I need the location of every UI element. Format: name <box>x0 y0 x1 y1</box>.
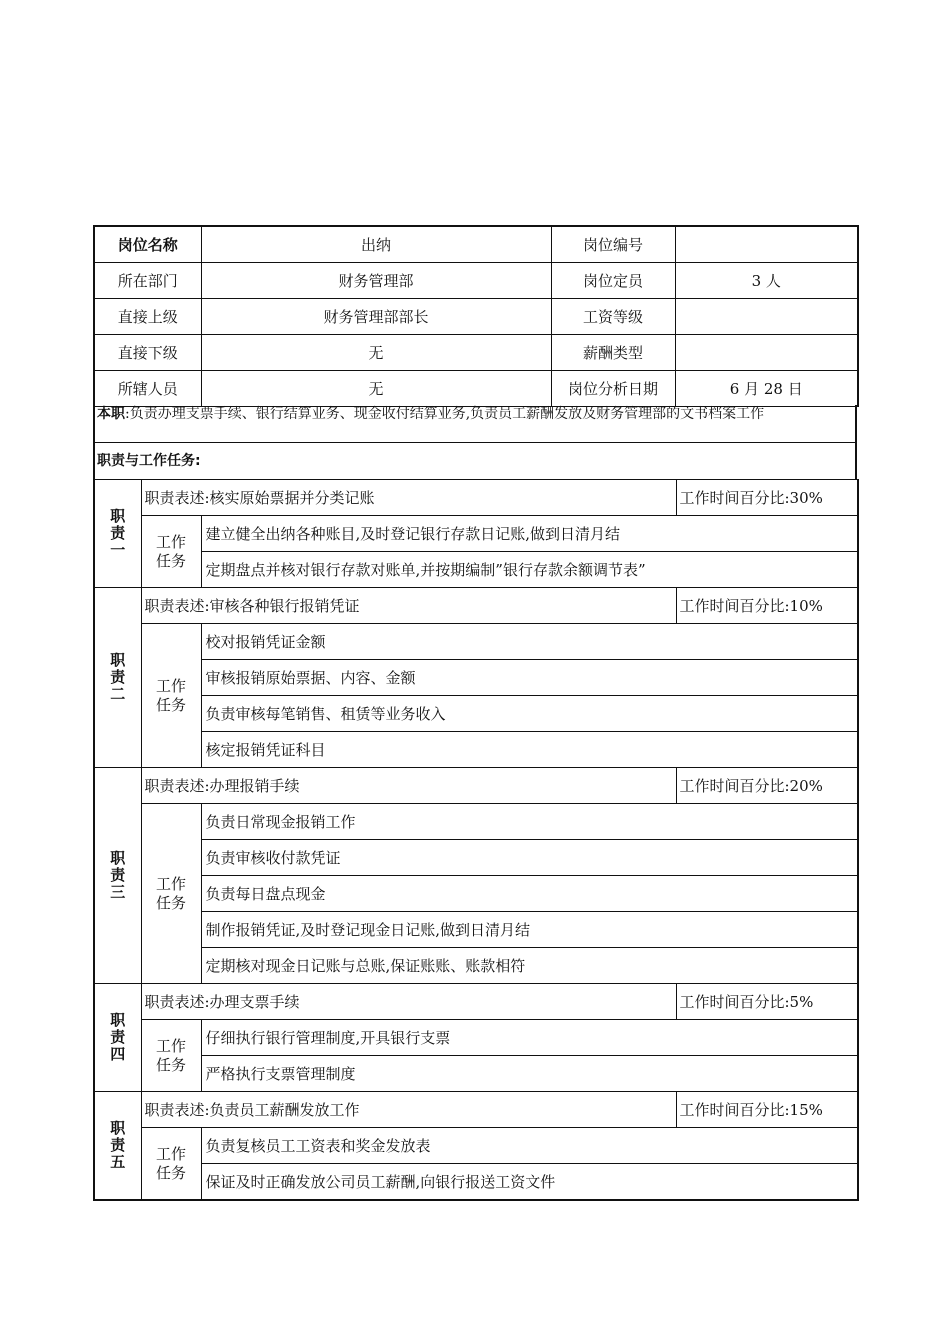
duty-label: 职责四 <box>94 984 141 1092</box>
info-label: 直接下级 <box>94 335 201 371</box>
task-item: 定期盘点并核对银行存款对账单,并按期编制”银行存款余额调节表” <box>201 552 858 588</box>
info-value <box>675 299 858 335</box>
work-task-label: 工作任务 <box>141 804 201 984</box>
info-value: 3 人 <box>675 263 858 299</box>
duty-time-percent: 工作时间百分比:10% <box>676 588 858 624</box>
job-summary <box>93 405 857 443</box>
duty-desc-row <box>94 768 858 804</box>
work-task-label: 工作任务 <box>141 1020 201 1092</box>
task-item: 严格执行支票管理制度 <box>201 1056 858 1092</box>
task-item: 负责每日盘点现金 <box>201 876 858 912</box>
work-task-label: 工作任务 <box>141 1128 201 1201</box>
task-row <box>94 876 858 912</box>
task-item: 负责日常现金报销工作 <box>201 804 858 840</box>
task-row <box>94 1020 858 1056</box>
duties-table <box>93 479 859 1201</box>
duty-description: 职责表述:审核各种银行报销凭证 <box>141 588 676 624</box>
info-row <box>94 299 858 335</box>
task-row <box>94 1128 858 1164</box>
job-summary-label: 本职 <box>97 406 125 422</box>
duty-label: 职责五 <box>94 1092 141 1201</box>
info-value <box>675 335 858 371</box>
duty-time-percent: 工作时间百分比:20% <box>676 768 858 804</box>
task-row <box>94 516 858 552</box>
duty-desc-row <box>94 588 858 624</box>
info-label: 所辖人员 <box>94 371 201 407</box>
task-item: 负责复核员工工资表和奖金发放表 <box>201 1128 858 1164</box>
task-item: 制作报销凭证,及时登记现金日记账,做到日清月结 <box>201 912 858 948</box>
task-row <box>94 732 858 768</box>
duty-label: 职责二 <box>94 588 141 768</box>
task-item: 定期核对现金日记账与总账,保证账账、账款相符 <box>201 948 858 984</box>
info-row <box>94 371 858 407</box>
duty-time-percent: 工作时间百分比:30% <box>676 480 858 516</box>
info-label: 直接上级 <box>94 299 201 335</box>
work-task-label: 工作任务 <box>141 516 201 588</box>
info-label: 工资等级 <box>551 299 675 335</box>
info-value: 出纳 <box>201 226 551 263</box>
work-task-label: 工作任务 <box>141 624 201 768</box>
duty-desc-row <box>94 480 858 516</box>
duty-description: 职责表述:办理报销手续 <box>141 768 676 804</box>
task-row <box>94 660 858 696</box>
task-row <box>94 1164 858 1201</box>
info-label: 岗位定员 <box>551 263 675 299</box>
info-value: 6 月 28 日 <box>675 371 858 407</box>
duty-description: 职责表述:负责员工薪酬发放工作 <box>141 1092 676 1128</box>
duty-description: 职责表述:核实原始票据并分类记账 <box>141 480 676 516</box>
info-label: 薪酬类型 <box>551 335 675 371</box>
task-item: 建立健全出纳各种账目,及时登记银行存款日记账,做到日清月结 <box>201 516 858 552</box>
task-row <box>94 912 858 948</box>
task-item: 审核报销原始票据、内容、金额 <box>201 660 858 696</box>
info-value: 无 <box>201 371 551 407</box>
job-summary-text: :负责办理支票手续、银行结算业务、现金收付结算业务,负责员工薪酬发放及财务管理部的文书档案工作 <box>125 406 765 422</box>
info-value: 财务管理部部长 <box>201 299 551 335</box>
task-item: 负责审核收付款凭证 <box>201 840 858 876</box>
task-item: 核定报销凭证科目 <box>201 732 858 768</box>
duty-label: 职责一 <box>94 480 141 588</box>
task-item: 负责审核每笔销售、租赁等业务收入 <box>201 696 858 732</box>
duty-description: 职责表述:办理支票手续 <box>141 984 676 1020</box>
info-label: 岗位分析日期 <box>551 371 675 407</box>
task-row <box>94 552 858 588</box>
duty-desc-row <box>94 984 858 1020</box>
task-row <box>94 840 858 876</box>
position-info-table <box>93 225 859 407</box>
duty-label: 职责三 <box>94 768 141 984</box>
info-row <box>94 263 858 299</box>
info-value <box>675 226 858 263</box>
task-item: 校对报销凭证金额 <box>201 624 858 660</box>
task-item: 保证及时正确发放公司员工薪酬,向银行报送工资文件 <box>201 1164 858 1201</box>
task-item: 仔细执行银行管理制度,开具银行支票 <box>201 1020 858 1056</box>
task-row <box>94 948 858 984</box>
duties-section-header: 职责与工作任务: <box>93 443 857 479</box>
duty-desc-row <box>94 1092 858 1128</box>
task-row <box>94 624 858 660</box>
task-row <box>94 804 858 840</box>
info-label: 岗位编号 <box>551 226 675 263</box>
duty-time-percent: 工作时间百分比:15% <box>676 1092 858 1128</box>
info-value: 无 <box>201 335 551 371</box>
info-label: 岗位名称 <box>94 226 201 263</box>
info-row <box>94 335 858 371</box>
task-row <box>94 696 858 732</box>
task-row <box>94 1056 858 1092</box>
info-row <box>94 226 858 263</box>
info-label: 所在部门 <box>94 263 201 299</box>
duty-time-percent: 工作时间百分比:5% <box>676 984 858 1020</box>
info-value: 财务管理部 <box>201 263 551 299</box>
